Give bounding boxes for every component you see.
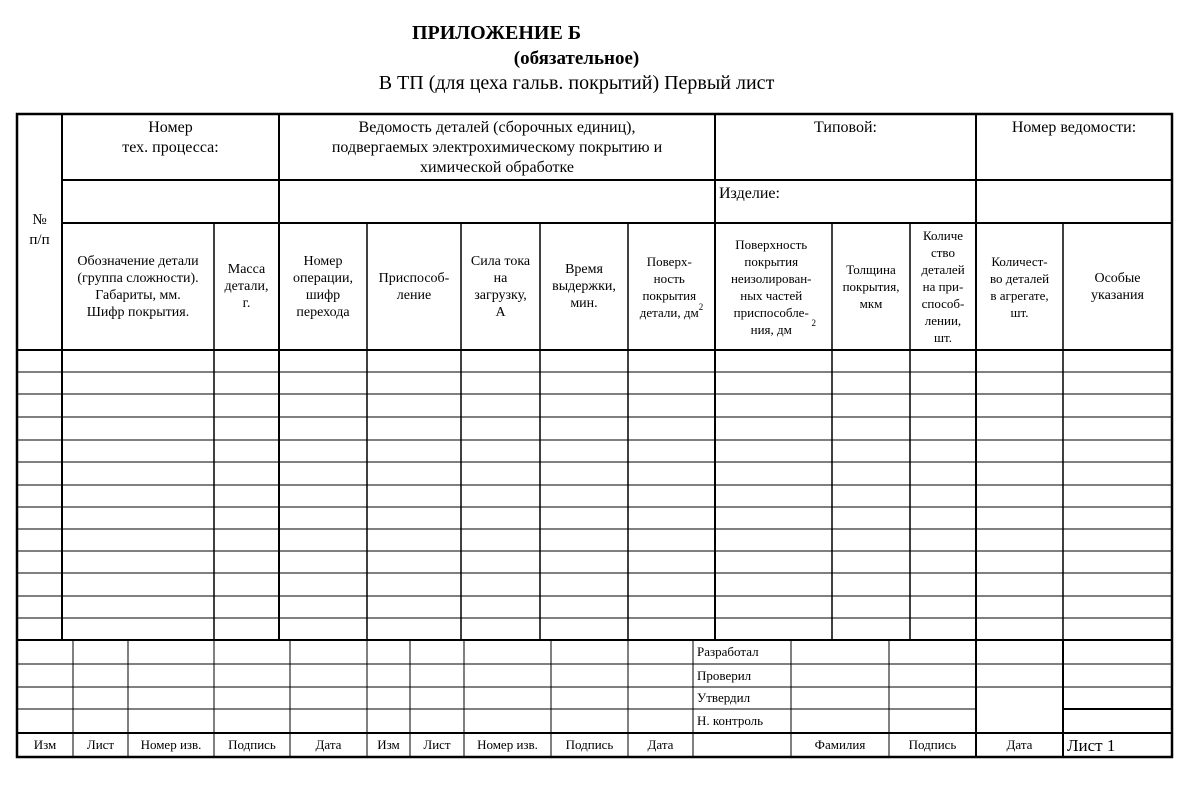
footer-signoff-signature: Подпись xyxy=(908,737,957,752)
column-header-current: Сила тока на загрузку, А xyxy=(470,253,531,320)
footer-change-2: Изм xyxy=(377,737,400,752)
signoff-norm-control: Н. контроль xyxy=(697,713,764,728)
signoff-developed: Разработал xyxy=(697,644,759,659)
column-header-parts-in-unit: Количест- во деталей в агрегате, шт. xyxy=(989,253,1050,320)
footer-signoff-date: Дата xyxy=(1006,737,1033,752)
footer-notice-number: Номер изв. xyxy=(140,737,202,752)
column-header-special-notes: Особые указания xyxy=(1091,270,1144,303)
signoff-checked: Проверил xyxy=(697,667,752,683)
column-header-coating-thickness: Толщина покрытия, мкм xyxy=(842,262,900,311)
form-border xyxy=(17,114,1172,757)
appendix-mandatory-note: (обязательное) xyxy=(513,48,640,69)
column-header-part-designation: Обозначение детали (группа сложности). Габариты, мм. Шифр покрытия. xyxy=(77,253,199,320)
column-header-fixture: Приспособ- ление xyxy=(378,270,450,303)
signoff-approved: Утвердил xyxy=(697,690,751,705)
column-header-part-surface xyxy=(628,223,715,350)
footer-notice-number-2: Номер изв. xyxy=(477,737,538,752)
footer-change: Изм xyxy=(33,737,57,752)
footer-signature-2: Подпись xyxy=(565,737,614,752)
footer-signature: Подпись xyxy=(228,737,276,752)
part-surface-sup: 2 xyxy=(698,302,704,312)
part-surface-text: Поверх- ность покрытия детали, дм xyxy=(639,253,699,320)
column-header-fixture-surface xyxy=(715,223,832,350)
footer-surname: Фамилия xyxy=(814,737,866,752)
product-label: Изделие: xyxy=(719,185,780,202)
statement-number-header: Номер ведомости: xyxy=(1011,119,1137,136)
column-header-parts-on-fixture: Количе ство деталей на при- способ- лении, шт. xyxy=(921,228,965,345)
fixture-surface-sup: 2 xyxy=(811,318,817,328)
footer-date-2: Дата xyxy=(647,737,674,752)
typical-header: Типовой: xyxy=(814,119,877,136)
column-header-hold-time: Время выдержки, мин. xyxy=(552,262,616,311)
appendix-title: ПРИЛОЖЕНИЕ Б xyxy=(411,22,582,44)
sheet-number: Лист 1 xyxy=(1067,735,1116,755)
footer-sheet-2: Лист xyxy=(423,737,451,752)
column-header-operation-number: Номер операции, шифр перехода xyxy=(293,253,353,320)
statement-header: Ведомость деталей (сборочных единиц), подвергаемых электрохимическому покрытию и химической обработке xyxy=(331,119,663,176)
fixture-surface-text: Поверхность покрытия неизолирован- ных частей приспособле- ния, дм xyxy=(730,236,812,337)
process-number-header: Номер тех. процесса: xyxy=(122,119,219,156)
column-header-part-mass: Масса детали, г. xyxy=(224,262,269,311)
footer-date: Дата xyxy=(315,737,342,752)
footer-sheet: Лист xyxy=(86,737,115,752)
row-number-header: № п/п xyxy=(29,212,50,248)
appendix-subtitle: В ТП (для цеха гальв. покрытий) Первый лист xyxy=(378,72,775,94)
